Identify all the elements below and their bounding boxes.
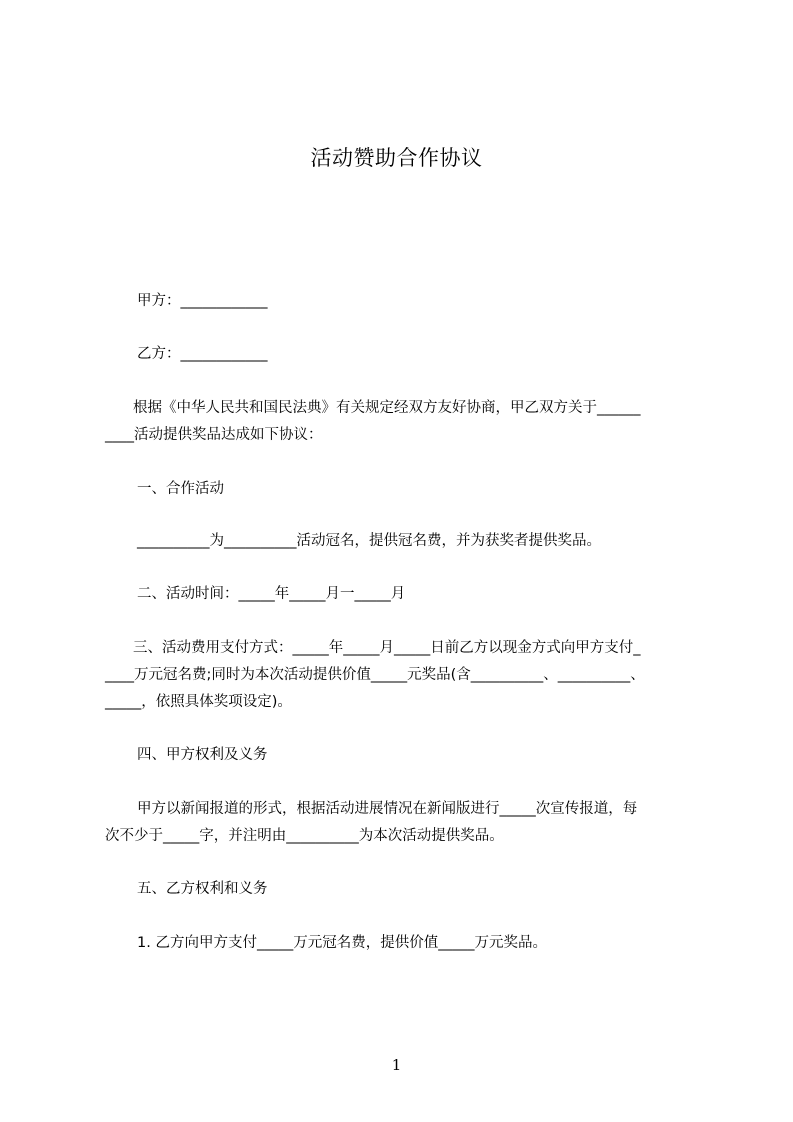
section-3-line-1: 三、活动费用支付方式：_____年_____月_____日前乙方以现金方式向甲方支付_ (133, 640, 641, 656)
section-3-line-3: _____，依照具体奖项设定)。 (105, 694, 292, 710)
page-number: 1 (391, 1056, 402, 1074)
section-1-body: __________为__________活动冠名，提供冠名费，并为获奖者提供奖品。 (137, 533, 601, 549)
section-1-heading: 一、合作活动 (137, 481, 224, 497)
section-4-line-2: 次不少于_____字，并注明由__________为本次活动提供奖品。 (105, 828, 504, 844)
intro-line-2: ____活动提供奖品达成如下协议： (105, 427, 323, 443)
section-3-line-2: ____万元冠名费;同时为本次活动提供价值_____元奖品(含__________、__________、 (105, 667, 645, 683)
section-2-heading: 二、活动时间：_____年_____月一_____月 (137, 586, 406, 602)
party-b-line: 乙方：____________ (137, 346, 268, 362)
document-title: 活动赞助合作协议 (310, 146, 483, 170)
intro-line-1: 根据《中华人民共和国民法典》有关规定经双方友好协商，甲乙双方关于______ (133, 400, 641, 416)
section-4-heading: 四、甲方权利及义务 (137, 747, 268, 763)
section-5-heading: 五、乙方权利和义务 (137, 881, 268, 897)
party-a-line: 甲方：____________ (137, 293, 268, 309)
section-4-line-1: 甲方以新闻报道的形式，根据活动进展情况在新闻版进行_____次宣传报道，每 (137, 801, 638, 817)
section-5-item-1: 1. 乙方向甲方支付_____万元冠名费，提供价值_____万元奖品。 (137, 935, 547, 951)
